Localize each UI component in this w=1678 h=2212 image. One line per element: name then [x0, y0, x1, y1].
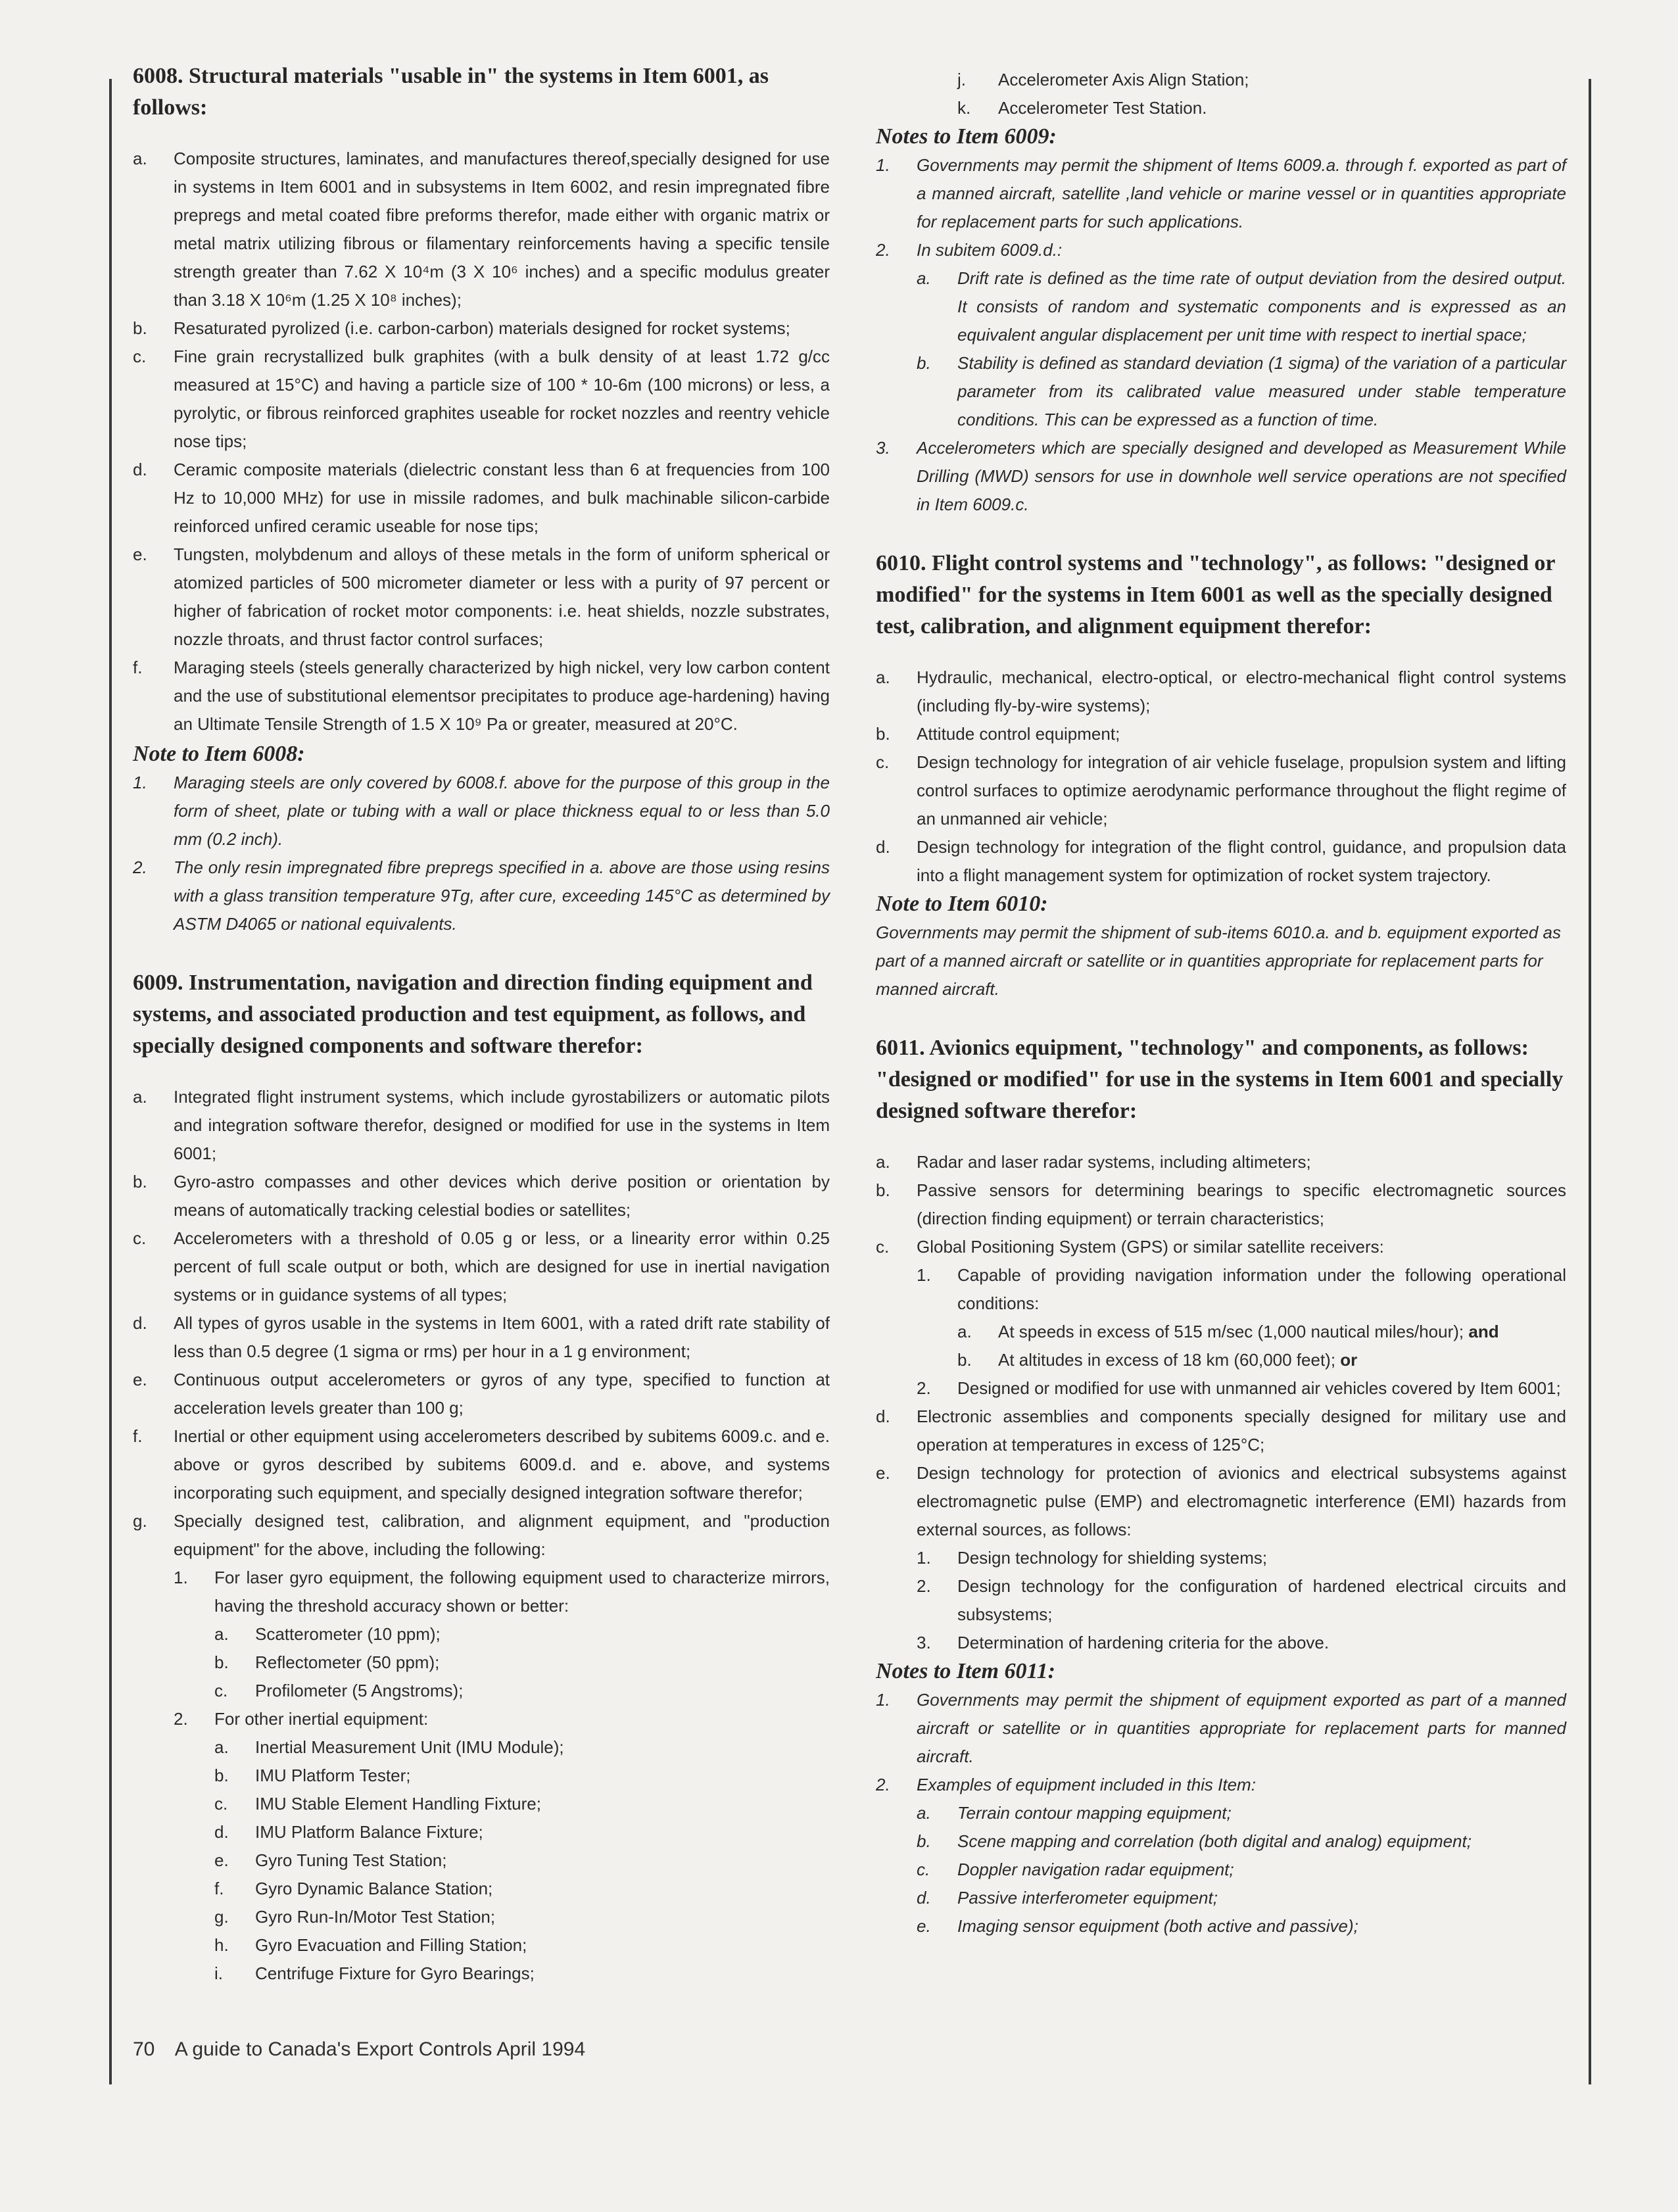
note-6009-title: Notes to Item 6009:	[876, 124, 1057, 149]
list-conjunction: and	[1468, 1322, 1499, 1341]
list-label: j.	[957, 70, 966, 89]
list-label: e.	[133, 544, 147, 564]
list-label: b.	[917, 353, 931, 373]
list-label: b.	[917, 1831, 931, 1851]
section-6011-title: 6011. Avionics equipment, "technology" and components, as follows: "designed or modified" for use in the systems in Item 6001 and specially designed software therefor:	[876, 1036, 1564, 1123]
page-footer	[133, 2038, 585, 2061]
list-item	[214, 1960, 830, 1988]
list-text: IMU Platform Balance Fixture;	[255, 1822, 483, 1842]
list-item	[876, 748, 1566, 833]
list-text: Ceramic composite materials (dielectric constant less than 6 at frequencies from 100 Hz to 10,000 MHz) for use in missile radomes, and bulk machinable silicon-carbide reinforced unfired ceramic useable for nose tips;	[174, 460, 830, 536]
list-label: c.	[214, 1794, 228, 1814]
left-margin-rule	[109, 79, 112, 2084]
section-6011-items-abc	[876, 1148, 1566, 1261]
list-text: At altitudes in excess of 18 km (60,000 feet);	[998, 1350, 1336, 1370]
list-text: Gyro-astro compasses and other devices which derive position or orientation by means of automatically tracking celestial bodies or satellites;	[174, 1172, 830, 1220]
list-item	[917, 349, 1566, 434]
list-label: b.	[876, 1180, 890, 1200]
list-label: a.	[917, 1803, 931, 1823]
list-item	[214, 1818, 830, 1846]
list-text: Accelerometers which are specially designed and developed as Measurement While Drilling (MWD) sensors for use in downhole well service operations are not specified in Item 6009.c.	[917, 438, 1566, 514]
note-6008-title: Note to Item 6008:	[133, 742, 305, 766]
list-item	[133, 1309, 830, 1366]
list-item	[957, 1318, 1566, 1346]
right-margin-rule	[1589, 79, 1591, 2084]
list-label: a.	[917, 268, 931, 288]
note-6009-2-items	[917, 264, 1566, 434]
list-text: Radar and laser radar systems, including altimeters;	[917, 1152, 1311, 1172]
list-label: 2.	[917, 1576, 931, 1596]
list-text: Design technology for integration of air vehicle fuselage, propulsion system and lifting control surfaces to optimize aerodynamic performance throughout the flight regime of an unmanned air vehicle;	[917, 752, 1566, 829]
note-6008-list	[133, 769, 830, 938]
section-6009-title: 6009. Instrumentation, navigation and direction finding equipment and systems, and associated production and test equipment, as follows, and specially designed components and software therefor:	[133, 971, 813, 1058]
list-item	[214, 1875, 830, 1903]
list-text: In subitem 6009.d.:	[917, 240, 1063, 260]
section-6009-g2-items-right	[957, 66, 1566, 122]
list-text: Global Positioning System (GPS) or similar satellite receivers:	[917, 1237, 1384, 1257]
list-label: 1.	[917, 1548, 931, 1568]
list-label: f.	[214, 1879, 224, 1898]
list-text: Maraging steels are only covered by 6008.f. above for the purpose of this group in the form of sheet, plate or tubing with a wall or place thickness equal to or less than 5.0 mm (0.2 inch).	[174, 773, 830, 849]
list-text: Terrain contour mapping equipment;	[957, 1803, 1232, 1823]
list-text: Reflectometer (50 ppm);	[255, 1652, 440, 1672]
section-6009-g2	[174, 1705, 830, 1733]
list-item	[876, 1176, 1566, 1233]
list-label: b.	[214, 1766, 229, 1785]
list-label: c.	[214, 1681, 228, 1700]
list-text: All types of gyros usable in the systems in Item 6001, with a rated drift rate stability of less than 0.5 degree (1 sigma or rms) per hour in a 1 g environment;	[174, 1313, 830, 1361]
list-label: a.	[214, 1737, 229, 1757]
list-item	[214, 1846, 830, 1875]
list-item	[957, 66, 1566, 94]
list-label: 3.	[917, 1633, 931, 1652]
list-item	[214, 1733, 830, 1762]
note-6009-3	[876, 434, 1566, 519]
list-label: g.	[214, 1907, 229, 1927]
list-label: c.	[133, 347, 147, 366]
list-text: Attitude control equipment;	[917, 724, 1120, 744]
list-item	[133, 854, 830, 938]
list-item	[917, 1884, 1566, 1912]
list-text: Resaturated pyrolized (i.e. carbon-carbon) materials designed for rocket systems;	[174, 318, 790, 338]
list-label: e.	[876, 1463, 890, 1483]
list-label: b.	[876, 724, 890, 744]
list-item	[133, 456, 830, 541]
list-item	[876, 434, 1566, 519]
list-text: Stability is defined as standard deviation (1 sigma) of the variation of a particular parameter from its calibrated value measured under stable temperature conditions. This can be expressed as a function of time.	[957, 353, 1566, 429]
note-6011-2-items	[917, 1799, 1566, 1940]
section-6008-title: 6008. Structural materials "usable in" the systems in Item 6001, as follows:	[133, 64, 769, 120]
page-number: 70	[133, 2038, 155, 2060]
footer-text: A guide to Canada's Export Controls April 1994	[174, 2038, 586, 2060]
list-text: Passive sensors for determining bearings to specific electromagnetic sources (direction finding equipment) or terrain characteristics;	[917, 1180, 1566, 1228]
list-label: 2.	[133, 857, 147, 877]
section-6011-c2	[917, 1374, 1566, 1403]
list-item	[957, 94, 1566, 122]
list-text: Passive interferometer equipment;	[957, 1888, 1218, 1908]
list-text: Profilometer (5 Angstroms);	[255, 1681, 464, 1700]
list-item	[133, 1224, 830, 1309]
list-item	[917, 1827, 1566, 1856]
list-item	[214, 1620, 830, 1648]
list-item	[174, 1705, 830, 1733]
list-item	[917, 1544, 1566, 1572]
left-column	[133, 60, 830, 1988]
list-item	[214, 1677, 830, 1705]
list-text: Designed or modified for use with unmanned air vehicles covered by Item 6001;	[957, 1378, 1561, 1398]
section-6011	[876, 1032, 1566, 1940]
section-6009-g2-items-left	[214, 1733, 830, 1988]
list-label: b.	[133, 318, 147, 338]
list-label: c.	[876, 752, 890, 772]
list-item	[214, 1903, 830, 1931]
list-text: Composite structures, laminates, and manufactures thereof,specially designed for use in systems in Item 6001 and in subsystems in Item 6002, and resin impregnated fibre prepregs and metal coated fibre preforms therefor, made either with organic matrix or metal matrix utilizing fibrous or filamentary reinforcements having a specific tensile strength greater than 7.62 X 10⁴m (3 X 10⁶ inches) and a specific modulus greater than 3.18 X 10⁶m (1.25 X 10⁸ inches);	[174, 149, 830, 310]
list-text: Design technology for protection of avionics and electrical subsystems against electromagnetic pulse (EMP) and electromagnetic interference (EMI) hazards from external sources, as follows:	[917, 1463, 1566, 1539]
list-text: Accelerometer Test Station.	[998, 98, 1207, 118]
list-item	[133, 314, 830, 343]
list-item	[876, 236, 1566, 264]
list-item	[876, 151, 1566, 236]
list-item	[876, 1459, 1566, 1544]
list-label: i.	[214, 1963, 223, 1983]
section-6010-items	[876, 663, 1566, 890]
list-item	[917, 1799, 1566, 1827]
list-text: Design technology for the configuration of hardened electrical circuits and subsystems;	[957, 1576, 1566, 1624]
right-column	[876, 66, 1566, 1940]
list-text: Tungsten, molybdenum and alloys of these metals in the form of uniform spherical or atomized particles of 500 micrometer diameter or less with a purity of 97 percent or higher of fabrication of rocket motor components: i.e. heat shields, nozzle substrates, nozzle throats, and thrust factor control surfaces;	[174, 544, 830, 649]
list-label: b.	[214, 1652, 229, 1672]
list-text: Centrifuge Fixture for Gyro Bearings;	[255, 1963, 535, 1983]
list-label: 1.	[174, 1568, 188, 1587]
list-item	[876, 1771, 1566, 1799]
list-item	[133, 1366, 830, 1422]
list-label: 2.	[174, 1709, 188, 1729]
list-text: Inertial Measurement Unit (IMU Module);	[255, 1737, 564, 1757]
list-label: e.	[214, 1850, 229, 1870]
list-item	[917, 264, 1566, 349]
list-item	[174, 1564, 830, 1620]
list-item	[876, 833, 1566, 890]
list-label: c.	[917, 1860, 930, 1879]
list-text: Specially designed test, calibration, and alignment equipment, and "production equipment" for the above, including the following:	[174, 1511, 830, 1559]
section-6011-e-items	[917, 1544, 1566, 1657]
list-item	[214, 1790, 830, 1818]
list-item	[133, 1507, 830, 1564]
list-text: Imaging sensor equipment (both active and passive);	[957, 1916, 1358, 1936]
list-item	[133, 343, 830, 456]
list-item	[133, 1168, 830, 1224]
list-text: Maraging steels (steels generally characterized by high nickel, very low carbon content and the use of substitutional elementsor precipitates to produce age-hardening) having an Ultimate Tensile Strength of 1.5 X 10⁹ Pa or greater, measured at 20°C.	[174, 658, 830, 734]
list-label: a.	[957, 1322, 972, 1341]
section-6009-g1-items	[214, 1620, 830, 1705]
list-item	[133, 541, 830, 654]
section-6009-items	[133, 1083, 830, 1564]
section-6008	[133, 60, 830, 938]
list-label: a.	[214, 1624, 229, 1644]
list-label: g.	[133, 1511, 147, 1531]
section-6011-c-sublist	[917, 1261, 1566, 1318]
list-label: d.	[214, 1822, 229, 1842]
list-text: Continuous output accelerometers or gyros of any type, specified to function at acceleration levels greater than 100 g;	[174, 1370, 830, 1418]
list-label: e.	[917, 1916, 931, 1936]
list-label: 1.	[876, 155, 890, 175]
list-label: c.	[133, 1228, 147, 1248]
list-item	[876, 1686, 1566, 1771]
list-text: Gyro Dynamic Balance Station;	[255, 1879, 493, 1898]
list-text: Governments may permit the shipment of Items 6009.a. through f. exported as part of a manned aircraft, satellite ,land vehicle or marine vessel or in quantities appropriate for replacement parts for such applications.	[917, 155, 1566, 231]
list-label: 2.	[917, 1378, 931, 1398]
list-item	[876, 720, 1566, 748]
list-text: Accelerometers with a threshold of 0.05 g or less, or a linearity error within 0.25 percent of full scale output or both, which are designed for use in inertial navigation systems or in guidance systems of all types;	[174, 1228, 830, 1305]
list-item	[133, 145, 830, 314]
list-text: Scatterometer (10 ppm);	[255, 1624, 441, 1644]
list-label: 3.	[876, 438, 890, 458]
list-item	[917, 1261, 1566, 1318]
note-6011-title: Notes to Item 6011:	[876, 1659, 1055, 1683]
list-label: d.	[876, 837, 890, 857]
section-6011-c1-items	[957, 1318, 1566, 1374]
list-item	[133, 1083, 830, 1168]
section-6009	[133, 967, 830, 1988]
list-label: c.	[876, 1237, 890, 1257]
list-text: Fine grain recrystallized bulk graphites (with a bulk density of at least 1.72 g/cc measured at 15°C) and having a particle size of 100 * 10-6m (100 microns) or less, a pyrolytic, or fibrous reinforced graphites useable for rocket nozzles and reentry vehicle nose tips;	[174, 347, 830, 451]
list-item	[876, 1403, 1566, 1459]
note-6009-list	[876, 151, 1566, 264]
list-label: 1.	[133, 773, 147, 792]
list-item	[876, 663, 1566, 720]
list-item	[133, 769, 830, 854]
list-item	[133, 654, 830, 738]
list-label: a.	[133, 1087, 147, 1107]
section-6009-g-sublist	[174, 1564, 830, 1620]
list-label: d.	[917, 1888, 931, 1908]
section-6011-items-de	[876, 1403, 1566, 1544]
list-text: Capable of providing navigation information under the following operational conditions:	[957, 1265, 1566, 1313]
list-text: Doppler navigation radar equipment;	[957, 1860, 1234, 1879]
list-conjunction: or	[1340, 1350, 1358, 1370]
list-text: Examples of equipment included in this Item:	[917, 1775, 1256, 1794]
list-label: d.	[133, 460, 147, 479]
list-item	[876, 1233, 1566, 1261]
list-text: For other inertial equipment:	[214, 1709, 429, 1729]
section-6008-items	[133, 145, 830, 738]
list-label: a.	[133, 149, 147, 168]
list-item	[957, 1346, 1566, 1374]
note-6010-text: Governments may permit the shipment of sub-items 6010.a. and b. equipment exported as part of a manned aircraft or satellite or in quantities appropriate for replacement parts for manned aircraft.	[876, 923, 1561, 999]
list-text: Inertial or other equipment using accelerometers described by subitems 6009.c. and e. above or gyros described by subitems 6009.d. and e. above, and systems incorporating such equipment, and specially designed integration software therefor;	[174, 1426, 830, 1503]
list-text: For laser gyro equipment, the following equipment used to characterize mirrors, having the threshold accuracy shown or better:	[214, 1568, 830, 1616]
list-label: b.	[133, 1172, 147, 1191]
list-text: IMU Platform Tester;	[255, 1766, 411, 1785]
list-label: h.	[214, 1935, 229, 1955]
list-text: Design technology for integration of the flight control, guidance, and propulsion data into a flight management system for optimization of rocket system trajectory.	[917, 837, 1566, 885]
list-label: 1.	[876, 1690, 890, 1710]
note-6010-title: Note to Item 6010:	[876, 892, 1048, 916]
list-item	[876, 1148, 1566, 1176]
list-text: Gyro Evacuation and Filling Station;	[255, 1935, 527, 1955]
list-text: At speeds in excess of 515 m/sec (1,000 nautical miles/hour);	[998, 1322, 1464, 1341]
list-label: a.	[876, 1152, 890, 1172]
list-text: Hydraulic, mechanical, electro-optical, or electro-mechanical flight control systems (including fly-by-wire systems);	[917, 667, 1566, 715]
list-label: f.	[133, 1426, 143, 1446]
list-item	[917, 1629, 1566, 1657]
list-text: Determination of hardening criteria for the above.	[957, 1633, 1330, 1652]
list-label: d.	[876, 1407, 890, 1426]
list-item	[917, 1912, 1566, 1940]
list-label: 2.	[876, 240, 890, 260]
list-text: IMU Stable Element Handling Fixture;	[255, 1794, 541, 1814]
list-text: Design technology for shielding systems;	[957, 1548, 1268, 1568]
list-label: a.	[876, 667, 890, 687]
list-text: Integrated flight instrument systems, which include gyrostabilizers or automatic pilots and integration software therefor, designed or modified for use in the systems in Item 6001;	[174, 1087, 830, 1163]
list-text: Accelerometer Axis Align Station;	[998, 70, 1249, 89]
section-6010-title: 6010. Flight control systems and "technology", as follows: "designed or modified" for the systems in Item 6001 as well as the specially designed test, calibration, and alignment equipment therefor:	[876, 551, 1555, 638]
list-text: Governments may permit the shipment of equipment exported as part of a manned aircraft or satellite or in quantities appropriate for replacement parts for manned aircraft.	[917, 1690, 1566, 1766]
list-item	[917, 1856, 1566, 1884]
list-text: The only resin impregnated fibre prepregs specified in a. above are those using resins with a glass transition temperature 9Tg, after cure, exceeding 145°C as determined by ASTM D4065 or national equivalents.	[174, 857, 830, 934]
list-label: k.	[957, 98, 971, 118]
list-text: Scene mapping and correlation (both digital and analog) equipment;	[957, 1831, 1472, 1851]
list-label: 2.	[876, 1775, 890, 1794]
list-item	[133, 1422, 830, 1507]
list-text: Gyro Run-In/Motor Test Station;	[255, 1907, 496, 1927]
list-text: Gyro Tuning Test Station;	[255, 1850, 447, 1870]
list-label: e.	[133, 1370, 147, 1389]
list-item	[214, 1931, 830, 1960]
list-text: Electronic assemblies and components specially designed for military use and operation at temperatures in excess of 125°C;	[917, 1407, 1566, 1455]
list-label: d.	[133, 1313, 147, 1333]
list-item	[214, 1648, 830, 1677]
list-label: f.	[133, 658, 143, 677]
list-item	[917, 1374, 1566, 1403]
list-text: Drift rate is defined as the time rate of output deviation from the desired output. It consists of random and systematic components and is expressed as an equivalent angular displacement per unit time with respect to inertial space;	[957, 268, 1566, 345]
list-item	[214, 1762, 830, 1790]
list-item	[917, 1572, 1566, 1629]
section-6010	[876, 548, 1566, 1003]
list-label: 1.	[917, 1265, 931, 1285]
list-label: b.	[957, 1350, 972, 1370]
note-6011-list	[876, 1686, 1566, 1799]
